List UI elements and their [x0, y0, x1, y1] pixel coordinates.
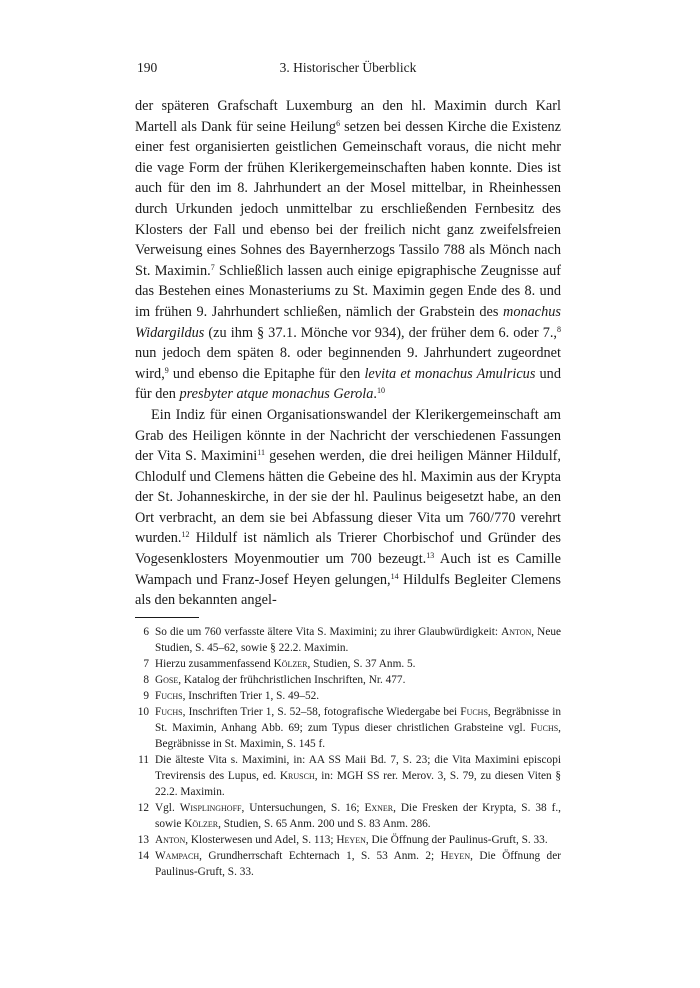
text-run: Die älteste Vita s. Maximini, in: AA SS Maii Bd. 7, S. 23; die Vita Maximini episcopi Trevirensis des Lupus, ed.: [155, 753, 561, 782]
author-name: Gose: [155, 673, 179, 686]
text-run: , Studien, S. 37 Anm. 5.: [307, 657, 416, 670]
text-run: , Inschriften Trier 1, S. 49–52.: [182, 689, 320, 702]
text-run: setzen bei dessen Kirche die Existenz einer fest organisierten geistlichen Gemeinschaft voraus, die nicht mehr die vage Form der frühen Klerikergemeinschaften haben konnte. Dies ist auch für den im 8. Jahrhundert an der Mosel mittelbar, in Rheinhessen durch Urkunden jedoch unmittelbar zu erschließenden Fernbesitz des Klosters der Fall und ebenso bei der freilich nicht ganz zweifelsfreien Verweisung eines Sohnes des Bayernherzogs Tassilo 788 als Mönch nach St. Maximin.: [135, 118, 561, 279]
footnote-12: [135, 800, 561, 832]
page-number: 190: [137, 60, 158, 75]
footnotes: [135, 624, 561, 880]
author-name: Anton: [155, 833, 186, 846]
footnote-number: 14: [137, 849, 149, 862]
footnote-text: [155, 704, 561, 752]
text-run: , Die Öffnung der Paulinus-Gruft, S. 33.: [365, 833, 548, 846]
footnote-text: [155, 624, 561, 656]
paragraph-2: [135, 405, 561, 611]
text-run: Schließlich lassen auch einige epigraphische Zeugnisse auf das Bestehen eines Monasteriums zu St. Maximin gegen Ende des 8. und im frühen 9. Jahrhundert schließen, nämlich der Grabstein des: [135, 262, 561, 320]
text-run: , Die Öffnung der Paulinus-Gruft, S. 33.: [155, 849, 561, 878]
text-run: und für den: [135, 365, 561, 403]
author-name: Anton: [501, 625, 532, 638]
footnote-11: [135, 752, 561, 800]
author-name: Fuchs: [530, 721, 559, 734]
footnote-ref-14[interactable]: 14: [390, 571, 399, 581]
footnote-number: 6: [143, 625, 149, 638]
footnote-text: [155, 848, 561, 880]
text-run: , Begräbnisse in St. Maximin, S. 145 f.: [155, 721, 561, 750]
footnote-8: [135, 672, 561, 688]
text-run: , Neue Studien, S. 45–62, sowie § 22.2. Maximin.: [155, 625, 562, 654]
text-run: .: [373, 386, 377, 403]
footnote-number: 8: [143, 673, 149, 686]
text-run: und ebenso die Epitaphe für den: [168, 365, 365, 382]
author-name: Wampach: [155, 849, 200, 862]
footnote-number: 12: [137, 801, 149, 814]
footnote-text: [155, 688, 561, 704]
author-name: Kölzer: [184, 817, 219, 830]
running-title: 3. Historischer Überblick: [279, 60, 417, 75]
text-run: Auch ist es Camille Wampach und Franz-Josef Heyen gelungen,: [135, 551, 561, 588]
author-name: Krusch: [279, 769, 315, 782]
text-run: , in: MGH SS rer. Merov. 3, S. 79, zu diesen Viten § 22.2. Maximin.: [155, 769, 561, 798]
footnote-ref-10[interactable]: 10: [376, 386, 385, 396]
footnote-ref-9[interactable]: 9: [164, 365, 169, 375]
text-run: , Katalog der frühchristlichen Inschriften, Nr. 477.: [178, 673, 406, 686]
author-name: Heyen: [336, 833, 366, 846]
footnote-ref-6[interactable]: 6: [336, 118, 341, 128]
footnote-text: [155, 752, 561, 800]
author-name: Kölzer: [273, 657, 308, 670]
text-run: , Die Fresken der Krypta, S. 38 f., sowie: [155, 801, 561, 830]
text-run: Hildulf ist nämlich als Trierer Chorbischof und Gründer des Vogesenklosters Moyenmoutier um 700 bezeugt.: [135, 530, 561, 568]
text-run: nun jedoch dem späten 8. oder beginnenden 9. Jahrhundert zugeordnet wird,: [135, 345, 561, 382]
footnote-divider: [135, 617, 199, 618]
book-page: [135, 60, 561, 880]
footnote-text: [155, 656, 561, 672]
footnote-7: [135, 656, 561, 672]
footnote-number: 13: [137, 833, 149, 846]
author-name: Heyen: [440, 849, 471, 862]
text-run: So die um 760 verfasste ältere Vita S. Maximini; zu ihrer Glaubwürdigkeit:: [155, 625, 502, 638]
footnote-number: 7: [143, 657, 149, 670]
footnote-ref-7[interactable]: 7: [210, 262, 215, 272]
italic-term: monachus Widargildus: [135, 303, 561, 341]
text-run: , Untersuchungen, S. 16;: [241, 801, 365, 814]
footnote-ref-8[interactable]: 8: [557, 324, 561, 334]
footnote-ref-12[interactable]: 12: [181, 530, 190, 540]
author-name: Wisplinghoff: [179, 801, 242, 814]
running-header: [135, 60, 561, 82]
footnote-13: [135, 832, 561, 848]
text-run: (zu ihm § 37.1. Mönche vor 934), der früher dem 6. oder 7.,: [204, 324, 557, 341]
author-name: Fuchs: [155, 705, 183, 718]
footnote-ref-13[interactable]: 13: [426, 551, 435, 561]
text-run: Hierzu zusammenfassend: [155, 657, 274, 670]
italic-term: presbyter atque monachus Gerola: [179, 386, 374, 403]
author-name: Exner: [364, 801, 394, 814]
text-run: Ein Indiz für einen Organisationswandel der Klerikergemeinschaft am Grab des Heiligen könnte in der Nachricht der verschiedenen Fassungen der Vita S. Maximini: [135, 406, 561, 465]
footnote-text: [155, 800, 561, 832]
footnote-number: 9: [143, 689, 149, 702]
text-run: der späteren Grafschaft Luxemburg an den hl. Maximin durch Karl Martell als Dank für seine Heilung: [135, 98, 561, 135]
footnote-9: [135, 688, 561, 704]
footnote-text: [155, 832, 561, 848]
footnote-number: 10: [137, 705, 149, 718]
main-text: [135, 96, 561, 611]
text-run: Vgl.: [155, 801, 180, 814]
paragraph-1: [135, 96, 561, 405]
author-name: Fuchs: [460, 705, 488, 718]
footnote-10: [135, 704, 561, 752]
text-run: , Studien, S. 65 Anm. 200 und S. 83 Anm. 286.: [218, 817, 431, 830]
text-run: , Begräbnisse in St. Maximin, Anhang Abb. 69; zum Typus dieser christlichen Grabsteine vgl.: [155, 705, 561, 734]
footnote-6: [135, 624, 561, 656]
footnote-ref-11[interactable]: 11: [257, 448, 265, 458]
text-run: , Grundherrschaft Echternach 1, S. 53 Anm. 2;: [199, 849, 441, 862]
text-run: , Inschriften Trier 1, S. 52–58, fotografische Wiedergabe bei: [182, 705, 461, 718]
footnote-14: [135, 848, 561, 880]
author-name: Fuchs: [155, 689, 183, 702]
text-run: Hildulfs Begleiter Clemens als den bekannten angel-: [135, 571, 561, 609]
footnote-number: 11: [138, 753, 149, 766]
text-run: gesehen werden, die drei heiligen Männer Hildulf, Chlodulf und Clemens hätten die Gebeine des hl. Maximin aus der Krypta der St. Johanneskirche, in der sie der hl. Paulinus beigesetzt habe, an den Ort verbracht, an dem sie bei Abfassung dieser Vita um 760/770 verehrt wurden.: [135, 448, 561, 547]
footnote-text: [155, 672, 561, 688]
italic-term: levita et monachus Amulricus: [364, 365, 536, 382]
text-run: , Klosterwesen und Adel, S. 113;: [185, 833, 337, 846]
